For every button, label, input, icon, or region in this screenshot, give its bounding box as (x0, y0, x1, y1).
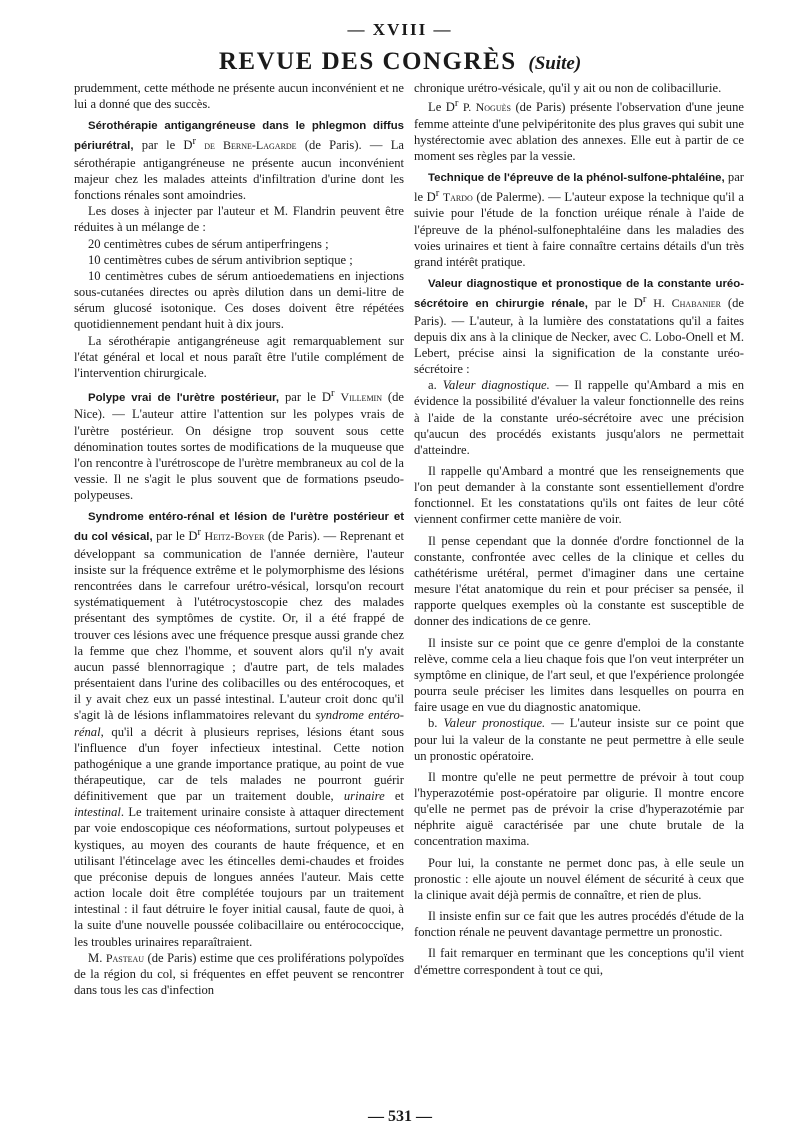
author-name: Pasteau (105, 950, 145, 965)
list-label: b. (428, 716, 438, 731)
page-title (0, 48, 800, 76)
paragraph: chronique urétro-vésicale, qu'il y ait ou non de colibacillurie. (414, 81, 722, 95)
author-name: Heitz-Boyer (204, 529, 265, 544)
dose-item: 10 centimètres cubes de sérum antioedematiens en injections sous-cutanées directes ou après dilution dans un demi-litre de sérum glucosé isotonique. Ces doses doivent être répétées quotidiennement pendant huit à dix jours. (74, 268, 404, 332)
section-heading: Polype vrai de l'urètre postérieur, (88, 392, 280, 405)
author-prefix: par le D (594, 296, 643, 311)
italic-term: syndrome entéro-rénal (74, 708, 404, 739)
author-sup: r (197, 527, 201, 539)
section-valeur (414, 275, 744, 377)
section-body: (de Nice). — L'auteur attire l'attention sur les polypes vrais de l'urètre postérieur. On désigne trop souvent sous cette dénomination toutes sortes de modifications de la muqueuse que l'on rencontre à l'urétroscope de l'urètre membraneux au col de la vessie. Il ne s'agit le plus souvent que de formations pseudo-polypeuses. (74, 390, 404, 503)
paragraph: La sérothérapie antigangréneuse agit remarquablement sur l'état général et local et nous paraît être l'utile complément de l'intervention chirurgicale. (74, 333, 404, 380)
author-name: Villemin (340, 390, 382, 405)
section-body: (de Palerme). — L'auteur expose la technique qu'il a suivie pour l'étude de la fonction uréique rénale à l'aide de l'épreuve de la phénol-sulfonephtaléine dans les maladies des voies urinaires et tient à faire connaître certains détails d'un très grand intérêt pratique. (414, 190, 744, 269)
paragraph: Il insiste sur ce point que ce genre d'emploi de la constante relève, comme cela a lieu chaque fois que l'on veut interpréter un symptôme en clinique, de l'art seul, et que l'expérience prolongée pourra seule préciser les limites dans lesquelles on pourra en faire usage en vue du diagnostic anatomique. (414, 635, 744, 715)
paragraph-nogues (414, 96, 744, 164)
section-heading: Valeur diagnostique et pronostique de la constante uréo-sécrétoire en chirurgie rénale, (414, 278, 744, 311)
paragraph: Pour lui, la constante ne permet donc pas, à elle seule un pronostic : elle ajoute un nouvel élément de sécurité à ceux que la clinique avait déjà permis de connaître, et rien de plus. (414, 855, 744, 902)
list-label: a. (428, 378, 437, 393)
author-prefix: M. (88, 950, 103, 965)
section-heading: Technique de l'épreuve de la phénol-sulfone-phtaléine, (428, 171, 725, 184)
paragraph: Il pense cependant que la donnée d'ordre fonctionnel de la constante, confrontée avec celles de la clinique et celles du cathétérisme urétéral, permet d'imaginer dans une certaine mesure l'état anatomique du rein et pour préciser sa pensée, il rapporte quelques exemples où la constante est susceptible de donner des indications de ce genre. (414, 533, 744, 629)
section-body: et (394, 789, 404, 804)
section-body: (de Paris). — L'auteur, à la lumière des constatations qu'il a faites depuis dix ans à la clinique de Necker, avec C. Lobo-Onell et M. Lebert, précise ainsi la signification de la constante uréo-sécrétoire : (414, 296, 744, 377)
dose-item: 10 centimètres cubes de sérum antivibrion septique ; (88, 252, 353, 267)
title-text: REVUE DES CONGRÈS (218, 48, 517, 75)
author-sup: r (642, 294, 647, 306)
section-technique (414, 169, 744, 270)
section-body: — Il rappelle qu'Ambard a mis en évidence la possibilité d'évaluer la valeur fonctionnelle des reins à l'aide de la constante uréo-sécrétoire avec une précision qu'aucun des procédés existants jusqu'alors ne permettait d'atteindre. (414, 378, 744, 457)
dose-list (74, 236, 404, 333)
section-body: (de Paris) présente l'observation d'une jeune femme atteinte d'une pelvipéritonite des plus graves qui subit une hystérectomie avec ablation des annexes. Elle eut à partir de ce moment ses règles par la vessie. (414, 100, 744, 163)
paragraph-pasteau (74, 950, 404, 998)
author-sup: r (454, 98, 459, 110)
author-prefix: par le D (156, 529, 198, 544)
section-heading: Sérothérapie antigangréneuse dans le phlegmon diffus périurétral, (74, 120, 404, 153)
italic-term: Valeur pronostique. (443, 716, 546, 731)
paragraph: Il montre qu'elle ne peut permettre de prévoir à tout coup l'hyperazotémie post-opératoire par oligurie. Il montre encore qu'elle ne permet pas de prévoir la crise d'hyperazotémie par néphrite aiguë caractérisée par une chute brutale de la concentration maxima. (414, 769, 744, 849)
author-name: P. Noguès (462, 100, 511, 115)
paragraph: Il fait remarquer en terminant que les conceptions qu'il vient d'émettre correspondent à tout ce qui, (414, 946, 744, 977)
section-body: (de Paris). — Reprenant et développant sa communication de l'année dernière, l'auteur insiste sur la fréquence extrême et le polymorphisme des lésions rencontrées dans le carrefour urétro-vésical, lorsqu'on recourt systématiquement à l'utétrocystoscopie chez des malades présentant des symptômes de cystite. Or, il a été frappé de trouver ces lésions avec une fréquence presque aussi grande chez la femme que chez l'homme, et souvent alors qu'il n'y avait aucun passé blennorragique ; d'autre part, de tels malades présentaient dans l'urine des colibacilles ou des entérocoques, et il y avait chez eux un passé intestinal. L'auteur croit donc qu'il s'agit là de lésions inflammatoires relevant du (74, 529, 404, 723)
italic-term: urinaire (343, 789, 385, 804)
section-syndrome (74, 508, 404, 949)
paragraph-valeur-diagnostique (414, 377, 744, 458)
dose-item: 20 centimètres cubes de sérum antiperfringens ; (88, 236, 329, 251)
italic-term: intestinal (74, 805, 121, 820)
section-body: (de Paris). — La sérothérapie antigangréneuse ne présente aucun inconvénient majeur chez les malades atteints d'infiltration d'urine dont les fonctions rénales sont amoindries. (74, 138, 404, 203)
paragraph: Il rappelle qu'Ambard a montré que les renseignements que l'on peut demander à la constante sont essentiellement d'ordre fonctionnel. Et les constatations qu'ils ont faites de leur côté viennent confirmer cette manière de voir. (414, 464, 744, 527)
author-sup: r (192, 136, 197, 148)
section-body: (de Paris) estime que ces proliférations polypoïdes de la région du col, si fréquentes en effet peuvent se rencontrer dans tous les cas d'infection (74, 950, 404, 997)
left-column (74, 80, 404, 1100)
author-prefix: Le D (428, 100, 455, 115)
section-body: . Le traitement urinaire consiste à attaquer directement par voie endoscopique ces néoformations, surtout polypeuses et kystiques, au moyen des courants de haute fréquence, et en utilisant l'étincelage avec les étincelles demi-chaudes et froides que préconise depuis de longues années l'auteur. Mais cette action locale doit être complétée toujours par un traitement intestinal : il faut détruire le foyer initial causal, faute de quoi, à la suite d'une nouvelle poussée colibacillaire ou entérococcique, les troubles urinaires reparaîtraient. (74, 805, 404, 949)
author-prefix: par le D (141, 138, 193, 153)
author-name: Tardo (442, 190, 473, 205)
author-prefix: par le D (414, 169, 744, 205)
author-prefix: par le D (284, 390, 332, 405)
author-name: de Berne-Lagarde (204, 138, 297, 153)
paragraph-valeur-pronostique (414, 715, 744, 763)
section-serotherapie (74, 117, 404, 203)
section-polype (74, 386, 404, 503)
paragraph: prudemment, cette méthode ne présente aucun inconvénient et ne lui a donné que des succès. (74, 81, 404, 112)
section-body: , qu'il a décrit à plusieurs reprises, lésions étant sous l'influence d'un foyer infectieux intestinal. Cette notion pathogénique a une grande importance pratique, au point de vue thérapeutique, car de tels malades ne pourront guérir définitivement que par un traitement double, (74, 724, 404, 804)
roman-folio: — XVIII — (347, 20, 453, 39)
section-heading: Syndrome entéro-rénal et lésion de l'urètre postérieur et du col vésical, (74, 511, 404, 544)
author-sup: r (435, 188, 440, 200)
page-number: — 531 — (368, 1108, 432, 1125)
italic-term: Valeur diagnostique. (442, 378, 550, 393)
section-body: — L'auteur insiste sur ce point que pour lui la valeur de la constante ne peut permettre à elle seule un pronostic opératoire. (414, 716, 744, 763)
author-sup: r (331, 388, 335, 399)
title-suite: (Suite) (528, 53, 582, 74)
paragraph: Il insiste enfin sur ce fait que les autres procédés d'étude de la fonction rénale ne peuvent davantage permettre un pronostic. (414, 909, 744, 940)
right-column (414, 80, 744, 1100)
author-name: H. Chabanier (653, 296, 721, 311)
paragraph: Les doses à injecter par l'auteur et M. Flandrin peuvent être réduites à un mélange de : (74, 204, 404, 235)
